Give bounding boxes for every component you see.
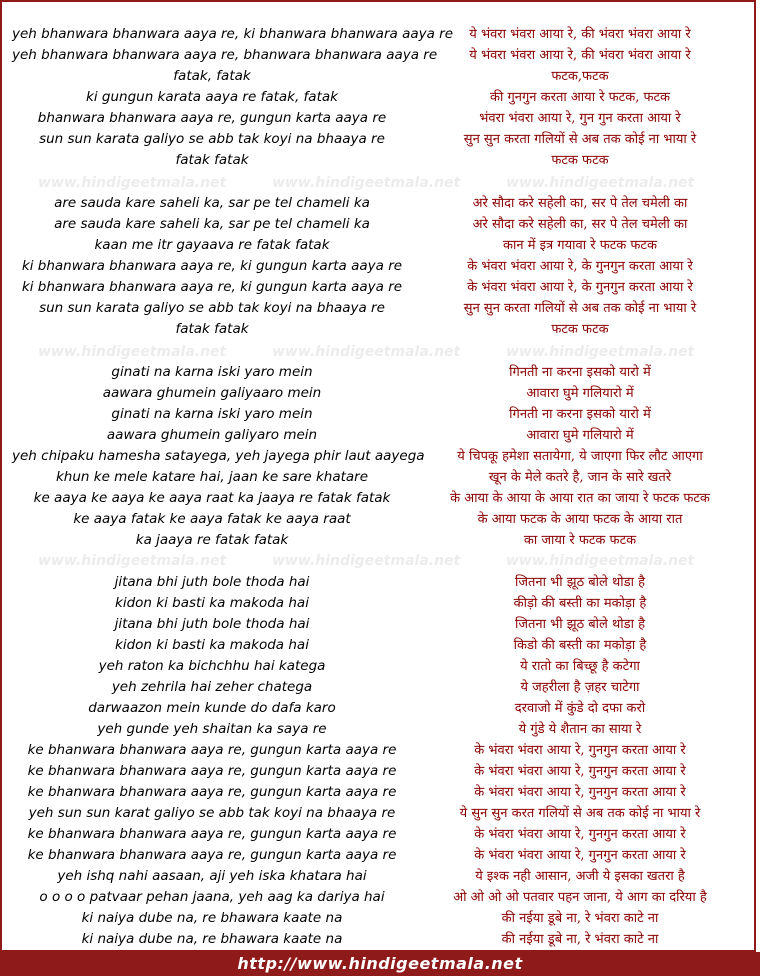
english-lyric: ka jaaya re fatak fatak bbox=[135, 532, 289, 548]
lyric-line bbox=[0, 66, 760, 87]
lyric-line bbox=[0, 761, 760, 782]
hindi-lyric: के भंवरा भंवरा आया रे, के गुनगुन करता आया रे bbox=[467, 259, 693, 274]
lyric-line bbox=[0, 24, 760, 45]
english-lyric: kaan me itr gayaava re fatak fatak bbox=[94, 237, 330, 253]
lyric-line bbox=[0, 740, 760, 761]
hindi-lyric: खून के मेले कतरे है, जान के सारे खतरे bbox=[488, 470, 672, 485]
lyric-line bbox=[0, 108, 760, 129]
lyric-line bbox=[0, 129, 760, 150]
english-lyric: ki naiya dube na, re bhawara kaate na bbox=[81, 931, 343, 947]
hindi-lyric: जितना भी झूठ बोले थोडा है bbox=[514, 617, 646, 632]
hindi-lyric: जितना भी झूठ बोले थोडा है bbox=[514, 575, 646, 590]
hindi-lyric: दरवाजो में कुंडे दो दफा करो bbox=[514, 701, 646, 716]
hindi-lyric: आवारा घुमे गलियारो में bbox=[526, 428, 634, 443]
lyric-line bbox=[0, 467, 760, 488]
watermark: www.hindigeetmala.net www.hindigeetmala.net www.hindigeetmala.net bbox=[38, 553, 695, 569]
english-lyric: ginati na karna iski yaro mein bbox=[111, 406, 313, 422]
hindi-lyric: आवारा घुमे गलियारो में bbox=[526, 386, 634, 401]
lyric-line bbox=[0, 446, 760, 467]
hindi-lyric: ये इश्क नही आसान, अजी ये इसका खतरा है bbox=[475, 869, 685, 884]
english-lyric: yeh bhanwara bhanwara aaya re, ki bhanwara bhanwara aaya re bbox=[12, 26, 454, 42]
hindi-lyric: सुन सुन करता गलियों से अब तक कोई ना भाया रे bbox=[463, 301, 697, 316]
hindi-lyric: फटक फटक bbox=[551, 322, 609, 337]
english-lyric: sun sun karata galiyo se abb tak koyi na bhaaya re bbox=[39, 131, 385, 147]
hindi-lyric: कान में इत्र गयावा रे फटक फटक bbox=[503, 238, 657, 253]
english-lyric: o o o o patvaar pehan jaana, yeh aag ka dariya hai bbox=[39, 889, 385, 905]
hindi-lyric: ये चिपकू हमेशा सतायेगा, ये जाएगा फिर लौट आएगा bbox=[457, 449, 703, 464]
english-lyric: darwaazon mein kunde do dafa karo bbox=[88, 700, 336, 716]
hindi-lyric: ये सुन सुन करत गलियों से अब तक कोई ना भाया रे bbox=[459, 806, 701, 821]
english-lyric: ke aaya fatak ke aaya fatak ke aaya raat bbox=[73, 511, 351, 527]
english-lyric: ki bhanwara bhanwara aaya re, ki gungun karta aaya re bbox=[21, 258, 403, 274]
hindi-lyric: के भंवरा भंवरा आया रे, गुनगुन करता आया रे bbox=[474, 848, 686, 863]
hindi-lyric: के भंवरा भंवरा आया रे, गुनगुन करता आया रे bbox=[474, 764, 686, 779]
english-lyric: ki bhanwara bhanwara aaya re, ki gungun karta aaya re bbox=[21, 279, 403, 295]
watermark: www.hindigeetmala.net www.hindigeetmala.net www.hindigeetmala.net bbox=[38, 344, 695, 360]
english-lyric: yeh raton ka bichchhu hai katega bbox=[98, 658, 326, 674]
english-lyric: yeh chipaku hamesha satayega, yeh jayega phir laut aayega bbox=[12, 448, 425, 464]
english-lyric: fatak fatak bbox=[175, 321, 249, 337]
hindi-lyric: की नईया डूबे ना, रे भंवरा काटे ना bbox=[501, 911, 659, 926]
lyric-line bbox=[0, 929, 760, 950]
hindi-lyric: फटक,फटक bbox=[551, 69, 609, 84]
english-lyric: yeh bhanwara bhanwara aaya re, bhanwara bhanwara aaya re bbox=[12, 47, 438, 63]
english-lyric: fatak fatak bbox=[175, 152, 249, 168]
hindi-lyric: की गुनगुन करता आया रे फटक, फटक bbox=[489, 90, 671, 105]
english-lyric: are sauda kare saheli ka, sar pe tel chameli ka bbox=[54, 216, 370, 232]
hindi-lyric: अरे सौदा करे सहेली का, सर पे तेल चमेली का bbox=[472, 217, 688, 232]
lyric-line bbox=[0, 150, 760, 171]
english-lyric: are sauda kare saheli ka, sar pe tel chameli ka bbox=[54, 195, 370, 211]
english-lyric: fatak, fatak bbox=[173, 68, 251, 84]
lyric-line bbox=[0, 425, 760, 446]
hindi-lyric: भंवरा भंवरा आया रे, गुन गुन करता आया रे bbox=[479, 111, 681, 126]
english-lyric: yeh zehrila hai zeher chatega bbox=[111, 679, 313, 695]
lyric-line bbox=[0, 803, 760, 824]
english-lyric: ki naiya dube na, re bhawara kaate na bbox=[81, 910, 343, 926]
lyric-line bbox=[0, 866, 760, 887]
footer-url-link[interactable]: http://www.hindigeetmala.net bbox=[0, 952, 760, 976]
lyric-line bbox=[0, 719, 760, 740]
lyric-line bbox=[0, 824, 760, 845]
lyric-line bbox=[0, 45, 760, 66]
hindi-lyric: ये जहरीला है ज़हर चाटेगा bbox=[520, 680, 640, 695]
hindi-lyric: सुन सुन करता गलियों से अब तक कोई ना भाया रे bbox=[463, 132, 697, 147]
english-lyric: ke bhanwara bhanwara aaya re, gungun karta aaya re bbox=[27, 742, 397, 758]
english-lyric: yeh gunde yeh shaitan ka saya re bbox=[97, 721, 327, 737]
lyric-line bbox=[0, 235, 760, 256]
hindi-lyric: की नईया डूबे ना, रे भंवरा काटे ना bbox=[501, 932, 659, 947]
hindi-lyric: के भंवरा भंवरा आया रे, गुनगुन करता आया रे bbox=[474, 827, 686, 842]
lyric-line bbox=[0, 193, 760, 214]
lyric-line bbox=[0, 214, 760, 235]
english-lyric: bhanwara bhanwara aaya re, gungun karta aaya re bbox=[37, 110, 387, 126]
english-lyric: ki gungun karata aaya re fatak, fatak bbox=[86, 89, 338, 105]
lyric-line bbox=[0, 256, 760, 277]
english-lyric: jitana bhi juth bole thoda hai bbox=[114, 616, 310, 632]
lyric-line bbox=[0, 887, 760, 908]
lyric-line bbox=[0, 908, 760, 929]
hindi-lyric: ये गुंडे ये शैतान का साया रे bbox=[518, 722, 642, 737]
english-lyric: sun sun karata galiyo se abb tak koyi na bhaaya re bbox=[39, 300, 385, 316]
hindi-lyric: ये रातो का बिच्छू है कटेगा bbox=[520, 659, 640, 674]
hindi-lyric: गिनती ना करना इसको यारो में bbox=[509, 407, 651, 422]
english-lyric: yeh sun sun karat galiyo se abb tak koyi na bhaaya re bbox=[28, 805, 396, 821]
lyric-line bbox=[0, 404, 760, 425]
lyric-line bbox=[0, 383, 760, 404]
lyric-line bbox=[0, 87, 760, 108]
english-lyric: khun ke mele katare hai, jaan ke sare khatare bbox=[55, 469, 369, 485]
english-lyric: aawara ghumein galiyaaro mein bbox=[102, 385, 322, 401]
hindi-lyric: के भंवरा भंवरा आया रे, के गुनगुन करता आया रे bbox=[467, 280, 693, 295]
lyric-line bbox=[0, 488, 760, 509]
english-lyric: yeh ishq nahi aasaan, aji yeh iska khatara hai bbox=[57, 868, 367, 884]
english-lyric: kidon ki basti ka makoda hai bbox=[115, 595, 309, 611]
lyric-line bbox=[0, 782, 760, 803]
hindi-lyric: ये भंवरा भंवरा आया रे, की भंवरा भंवरा आया रे bbox=[469, 48, 691, 63]
lyric-line bbox=[0, 593, 760, 614]
hindi-lyric: गिनती ना करना इसको यारो में bbox=[509, 365, 651, 380]
english-lyric: kidon ki basti ka makoda hai bbox=[115, 637, 309, 653]
english-lyric: jitana bhi juth bole thoda hai bbox=[114, 574, 310, 590]
english-lyric: ke aaya ke aaya ke aaya raat ka jaaya re fatak fatak bbox=[33, 490, 391, 506]
lyric-line bbox=[0, 614, 760, 635]
hindi-lyric: के आया के आया के आया रात का जाया रे फटक फटक bbox=[450, 491, 710, 506]
lyric-line bbox=[0, 530, 760, 551]
lyric-line bbox=[0, 635, 760, 656]
hindi-lyric: किडो की बस्ती का मकोड़ा है bbox=[513, 638, 647, 653]
english-lyric: aawara ghumein galiyaro mein bbox=[106, 427, 318, 443]
hindi-lyric: कीड़ो की बस्ती का मकोड़ा है bbox=[513, 596, 647, 611]
hindi-lyric: अरे सौदा करे सहेली का, सर पे तेल चमेली का bbox=[472, 196, 688, 211]
english-lyric: ke bhanwara bhanwara aaya re, gungun karta aaya re bbox=[27, 847, 397, 863]
hindi-lyric: के आया फटक के आया फटक के आया रात bbox=[477, 512, 683, 527]
english-lyric: ke bhanwara bhanwara aaya re, gungun karta aaya re bbox=[27, 763, 397, 779]
lyric-line bbox=[0, 362, 760, 383]
lyric-line bbox=[0, 677, 760, 698]
lyric-line bbox=[0, 509, 760, 530]
hindi-lyric: के भंवरा भंवरा आया रे, गुनगुन करता आया रे bbox=[474, 743, 686, 758]
english-lyric: ginati na karna iski yaro mein bbox=[111, 364, 313, 380]
lyric-line bbox=[0, 698, 760, 719]
hindi-lyric: ये भंवरा भंवरा आया रे, की भंवरा भंवरा आया रे bbox=[469, 27, 691, 42]
lyric-line bbox=[0, 298, 760, 319]
hindi-lyric: ओ ओ ओ ओ पतवार पहन जाना, ये आग का दरिया है bbox=[453, 890, 707, 905]
lyric-line bbox=[0, 319, 760, 340]
hindi-lyric: का जाया रे फटक फटक bbox=[523, 533, 637, 548]
lyric-line bbox=[0, 845, 760, 866]
lyric-line bbox=[0, 656, 760, 677]
english-lyric: ke bhanwara bhanwara aaya re, gungun karta aaya re bbox=[27, 784, 397, 800]
hindi-lyric: फटक फटक bbox=[551, 153, 609, 168]
lyric-line bbox=[0, 572, 760, 593]
english-lyric: ke bhanwara bhanwara aaya re, gungun karta aaya re bbox=[27, 826, 397, 842]
lyric-line bbox=[0, 277, 760, 298]
hindi-lyric: के भंवरा भंवरा आया रे, गुनगुन करता आया रे bbox=[474, 785, 686, 800]
watermark: www.hindigeetmala.net www.hindigeetmala.net www.hindigeetmala.net bbox=[38, 175, 695, 191]
